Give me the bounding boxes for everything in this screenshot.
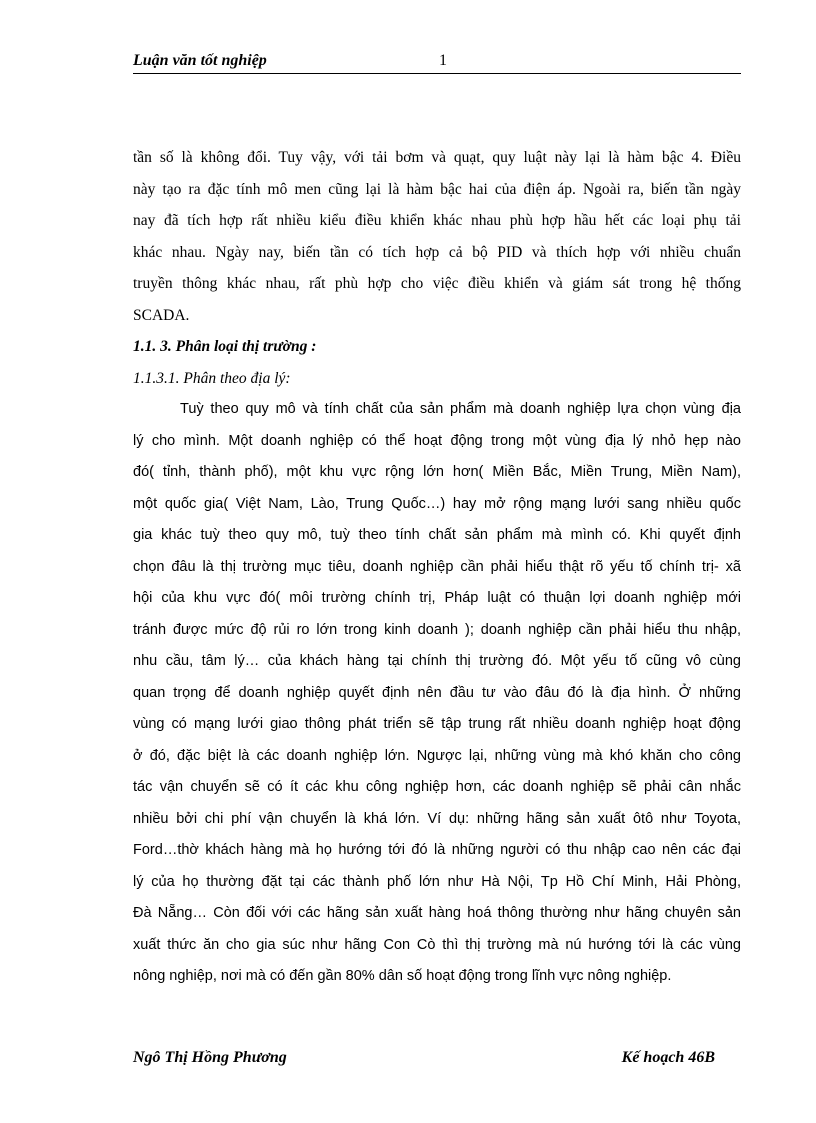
author-name: Ngô Thị Hồng Phương bbox=[133, 1049, 287, 1066]
page-header bbox=[133, 50, 741, 76]
text-line: lý cho mình. Một doanh nghiệp có thể hoạt động trong một vùng địa lý nhỏ hẹp nào bbox=[133, 432, 741, 449]
text-line: hội của khu vực đó( môi trường chính trị, Pháp luật có thuận lợi doanh nghiệp mới bbox=[133, 590, 741, 606]
text-line: gia khác tuỳ theo quy mô, tuỳ theo tính chất sản phẩm mà mình có. Khi quyết định bbox=[133, 527, 741, 543]
text-line: xuất thức ăn cho gia súc như hãng Con Cò thì thị trường mà nú hướng tới là các vùng bbox=[133, 936, 741, 953]
paragraph-geography bbox=[133, 394, 741, 993]
text-line: một quốc gia( Việt Nam, Lào, Trung Quốc…) hay mở rộng mạng lưới sang nhiều quốc bbox=[133, 495, 741, 512]
page-body bbox=[133, 142, 741, 993]
text-line: Đà Nẵng… Còn đối với các hãng sản xuất hàng hoá thông thường như hãng chuyên sản bbox=[133, 905, 741, 921]
text-line: nông nghiệp, nơi mà có đến gần 80% dân số hoạt động trong lĩnh vực nông nghiệp. bbox=[133, 968, 672, 984]
department-name: Kế hoạch 46B bbox=[621, 1049, 715, 1066]
header-rule bbox=[133, 73, 741, 74]
paragraph-intro bbox=[133, 142, 741, 331]
page-footer bbox=[133, 1049, 741, 1075]
text-line: tần số là không đổi. Tuy vậy, với tải bơm và quạt, quy luật này lại là hàm bậc 4. Điều bbox=[133, 149, 741, 166]
subsection-heading: 1.1.3.1. Phân theo địa lý: bbox=[133, 369, 291, 387]
text-line: đó( tỉnh, thành phố), một khu vực rộng lớn hơn( Miền Bắc, Miền Trung, Miền Nam), bbox=[133, 464, 741, 480]
document-title: Luận văn tốt nghiệp bbox=[133, 52, 267, 69]
text-line: khác nhau. Ngày nay, biến tần có tích hợp cả bộ PID và thích hợp với nhiều chuẩn bbox=[133, 243, 741, 261]
text-line: nhiều bởi chi phí vận chuyển là khá lớn. Ví dụ: những hãng sản xuất ôtô như Toyota, bbox=[133, 810, 741, 827]
text-line: này tạo ra đặc tính mô men cũng lại là hàm bậc hai của điện áp. Ngoài ra, biến tần ngày bbox=[133, 180, 741, 198]
text-line: vùng có mạng lưới giao thông phát triển sẽ tập trung rất nhiều doanh nghiệp hoạt động bbox=[133, 716, 741, 732]
text-line: quan trọng để doanh nghiệp quyết định nên đầu tư vào đâu đó là địa hình. Ở những bbox=[133, 684, 741, 701]
text-line: chọn đâu là thị trường mục tiêu, doanh nghiệp cần phải hiểu thật rõ yếu tố chính trị- xã bbox=[133, 558, 741, 575]
text-line: tác vận chuyển sẽ có ít các khu công nghiệp hơn, các doanh nghiệp sẽ phải cân nhắc bbox=[133, 779, 741, 795]
text-line: tránh được mức độ rủi ro lớn trong kinh doanh ); doanh nghiệp cần phải hiểu thu nhập, bbox=[133, 621, 741, 638]
text-line: Tuỳ theo quy mô và tính chất của sản phẩm mà doanh nghiệp lựa chọn vùng địa bbox=[180, 401, 741, 417]
text-line: nay đã tích hợp rất nhiều kiểu điều khiển khác nhau phù hợp hầu hết các loại phụ tải bbox=[133, 212, 741, 229]
text-line: lý của họ thường đặt tại các thành phố lớn như Hà Nội, Tp Hồ Chí Minh, Hải Phòng, bbox=[133, 873, 741, 890]
text-line: Ford…thờ khách hàng mà họ hướng tới đó là những người có thu nhập cao nên các đại bbox=[133, 842, 741, 858]
text-line: nhu cầu, tâm lý… của khách hàng tại chính thị trường đó. Một yếu tố cũng vô cùng bbox=[133, 653, 741, 669]
text-line: truyền thông khác nhau, rất phù hợp cho việc điều khiển và giám sát trong hệ thống bbox=[133, 275, 741, 292]
page-number: 1 bbox=[439, 52, 447, 69]
text-line: ở đó, đặc biệt là các doanh nghiệp lớn. Ngược lại, những vùng mà khó khăn cho công bbox=[133, 747, 741, 764]
text-line: SCADA. bbox=[133, 306, 190, 324]
section-heading: 1.1. 3. Phân loại thị trường : bbox=[133, 338, 317, 355]
